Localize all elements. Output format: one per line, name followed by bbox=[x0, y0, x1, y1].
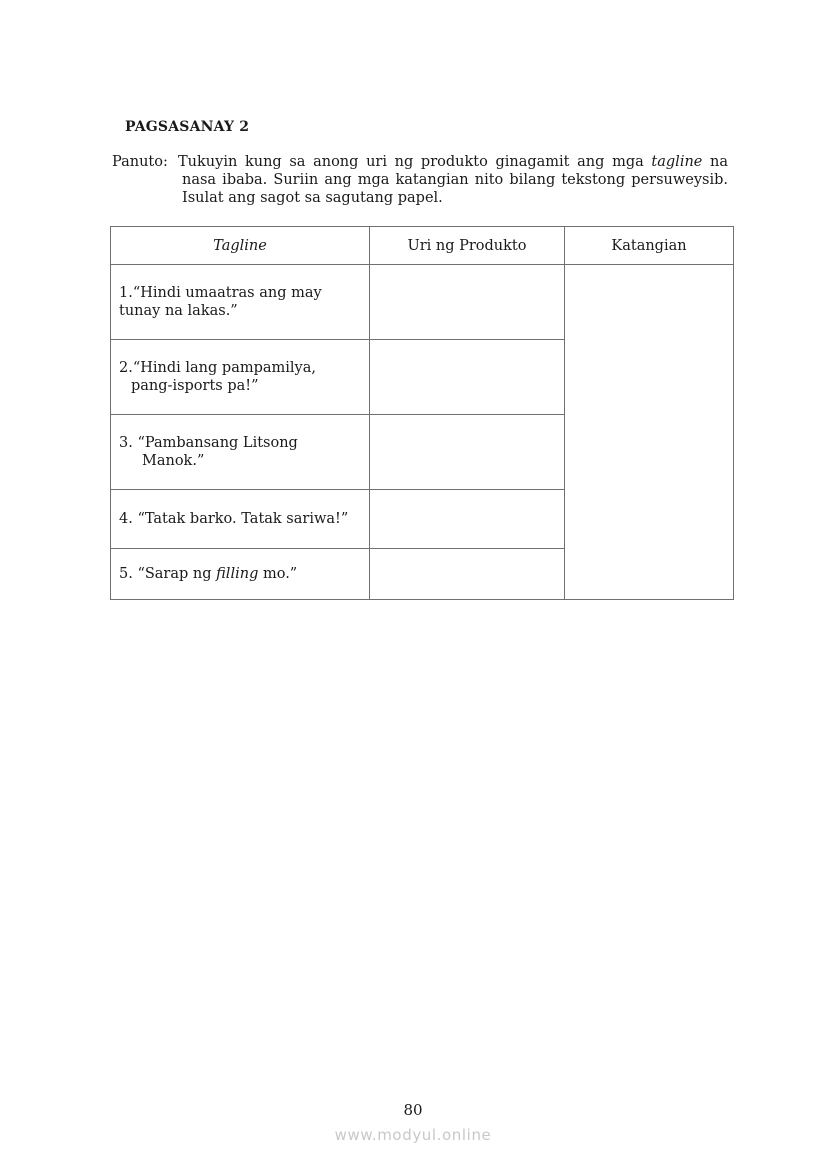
tagline-cell bbox=[111, 340, 370, 415]
instructions-line-1: Tukuyin kung sa anong uri ng produkto ginagamit ang mga tagline na bbox=[178, 154, 729, 170]
tagline-cell bbox=[111, 549, 370, 600]
tagline-cell bbox=[111, 415, 370, 490]
tagline-text: 1.“Hindi umaatras ang may bbox=[119, 285, 322, 301]
tagline-text: 4. “Tatak barko. Tatak sariwa!” bbox=[119, 511, 349, 527]
tagline-text: Manok.” bbox=[142, 453, 205, 469]
answer-cell-uri[interactable] bbox=[370, 490, 565, 549]
table-row bbox=[111, 265, 734, 340]
instructions-line-3: Isulat ang sagot sa sagutang papel. bbox=[182, 190, 443, 206]
tagline-text: 2.“Hindi lang pampamilya, bbox=[119, 360, 316, 376]
answer-cell-katangian[interactable] bbox=[565, 265, 734, 600]
header-katangian: Katangian bbox=[565, 227, 734, 265]
tagline-text: pang-isports pa!” bbox=[131, 378, 259, 394]
tagline-text: tunay na lakas.” bbox=[119, 303, 238, 319]
watermark: www.modyul.online bbox=[334, 1126, 492, 1144]
tagline-text: 5. “Sarap ng filling mo.” bbox=[119, 566, 298, 582]
header-tagline: Tagline bbox=[111, 227, 370, 265]
instructions-label: Panuto: bbox=[112, 154, 168, 170]
page-number: 80 bbox=[403, 1101, 423, 1119]
tagline-cell bbox=[111, 490, 370, 549]
header-uri-ng-produkto: Uri ng Produkto bbox=[370, 227, 565, 265]
answer-cell-uri[interactable] bbox=[370, 265, 565, 340]
instructions-line-2: nasa ibaba. Suriin ang mga katangian nito bilang tekstong persuweysib. bbox=[182, 172, 728, 188]
tagline-cell bbox=[111, 265, 370, 340]
answer-cell-uri[interactable] bbox=[370, 415, 565, 490]
answer-cell-uri[interactable] bbox=[370, 340, 565, 415]
table-header-row bbox=[111, 227, 734, 265]
tagline-text: 3. “Pambansang Litsong bbox=[119, 435, 298, 451]
answer-cell-uri[interactable] bbox=[370, 549, 565, 600]
tagline-table bbox=[110, 226, 734, 600]
exercise-heading: PAGSASANAY 2 bbox=[125, 119, 250, 135]
